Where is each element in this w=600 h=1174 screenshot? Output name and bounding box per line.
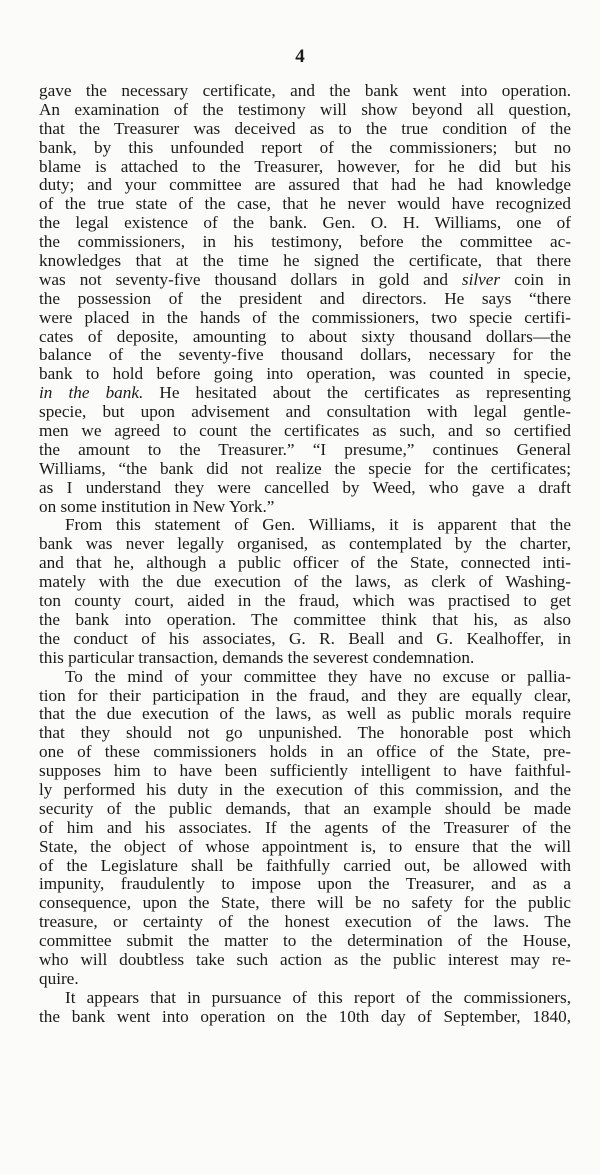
text-line: tion for their participation in the fraud, and they are equally clear, [39,686,571,705]
text-line: as I understand they were cancelled by Weed, who gave a draft [39,478,571,497]
text-line: treasure, or certainty of the honest execution of the laws. The [39,913,571,932]
text-line: the commissioners, in his testimony, before the committee ac- [39,233,571,252]
text-line: impunity, fraudulently to impose upon the Treasurer, and as a [39,875,571,894]
text-line: the legal existence of the bank. Gen. O. H. Williams, one of [39,214,571,233]
text-line: supposes him to have been sufficiently intelligent to have faithful- [39,762,571,781]
text-line: of him and his associates. If the agents of the Treasurer of the [39,818,571,837]
text-line: that the Treasurer was deceived as to the true condition of the [39,119,571,138]
text-line: of the true state of the case, that he never would have recognized [39,195,571,214]
text-line: bank to hold before going into operation, was counted in specie, [39,365,571,384]
text-line: that they should not go unpunished. The honorable post which [39,724,571,743]
text-line: State, the object of whose appointment is, to ensure that the will [39,837,571,856]
page-number: 4 [295,46,305,67]
text-line: the bank into operation. The committee think that his, as also [39,610,571,629]
text-line: blame is attached to the Treasurer, however, for he did but his [39,157,571,176]
text-line: the bank went into operation on the 10th day of September, 1840, [39,1007,571,1026]
text-line: that the due execution of the laws, as well as public morals require [39,705,571,724]
text-line: who will doubtless take such action as the public interest may re- [39,950,571,969]
text-line: duty; and your committee are assured that had he had knowledge [39,176,571,195]
text-line: the possession of the president and directors. He says “there [39,289,571,308]
text-line: in the bank. He hesitated about the certificates as representing [39,384,571,403]
paragraph-first-line: It appears that in pursuance of this report of the commissioners, [65,988,571,1007]
text-line: cates of deposite, amounting to about sixty thousand dollars—the [39,327,571,346]
text-line: on some institution in New York.” [39,497,275,516]
text-line: men we agreed to count the certificates as such, and so certified [39,422,571,441]
text-line: ly performed his duty in the execution of this commission, and the [39,780,571,799]
text-line: mately with the due execution of the laws, as clerk of Washing- [39,573,571,592]
text-line: security of the public demands, that an example should be made [39,799,571,818]
text-line: An examination of the testimony will show beyond all question, [39,100,571,119]
text-line: ton county court, aided in the fraud, which was practised to get [39,592,571,611]
text-line: the amount to the Treasurer.” “I presume,” continues General [39,440,571,459]
text-line: bank was never legally organised, as contemplated by the charter, [39,535,571,554]
text-line: one of these commissioners holds in an office of the State, pre- [39,743,571,762]
text-line: consequence, upon the State, there will be no safety for the public [39,894,571,913]
text-line: quire. [39,969,79,988]
text-line: of the Legislature shall be faithfully carried out, be allowed with [39,856,571,875]
text-line: bank, by this unfounded report of the commissioners; but no [39,138,571,157]
text-line: this particular transaction, demands the severest condemnation. [39,648,475,667]
paragraph-first-line: To the mind of your committee they have no excuse or pallia- [65,667,571,686]
text-line: committee submit the matter to the determination of the House, [39,932,571,951]
text-line: the conduct of his associates, G. R. Beall and G. Kealhoffer, in [39,629,571,648]
body-text [39,82,571,1027]
text-line: knowledges that at the time he signed the certificate, that there [39,252,571,271]
text-line: were placed in the hands of the commissioners, two specie certifi- [39,308,571,327]
text-line: balance of the seventy-five thousand dollars, necessary for the [39,346,571,365]
text-line: Williams, “the bank did not realize the specie for the certificates; [39,459,571,478]
text-line: gave the necessary certificate, and the bank went into operation. [39,82,571,100]
text-line: specie, but upon advisement and consultation with legal gentle- [39,403,571,422]
text-line: and that he, although a public officer of the State, connected inti- [39,554,571,573]
text-line: was not seventy-five thousand dollars in gold and silver coin in [39,270,571,289]
paragraph-first-line: From this statement of Gen. Williams, it is apparent that the [65,516,571,535]
